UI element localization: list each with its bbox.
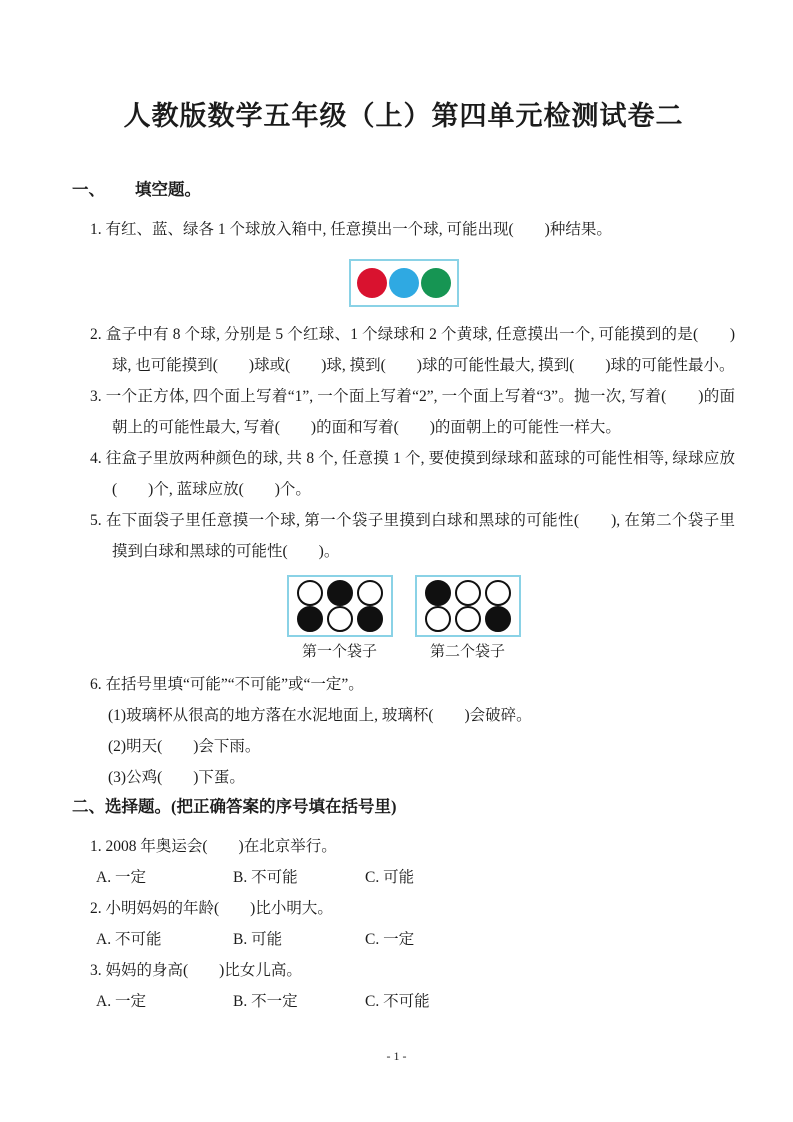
fill-item-6: 6. 在括号里填“可能”“不可能”或“一定”。 xyxy=(90,676,364,693)
blue-ball xyxy=(389,268,419,298)
page-number: - 1 - xyxy=(386,1049,407,1063)
fill-item-1: 1. 有红、蓝、绿各 1 个球放入箱中, 任意摸出一个球, 可能出现( )种结果。 xyxy=(90,221,612,238)
option-a: A. 一定 xyxy=(96,869,146,886)
bag-box-2 xyxy=(415,575,521,637)
green-ball xyxy=(421,268,451,298)
red-ball xyxy=(357,268,387,298)
fill-item-3: 3. 一个正方体, 四个面上写着“1”, 一个面上写着“2”, 一个面上写着“3”。抛一次, 写着( )的面朝上的可能性最大, 写着( )的面和写着( )的面朝上的可能性一样大。 xyxy=(90,388,735,436)
section-heading-fill xyxy=(72,178,735,202)
bag-figure xyxy=(287,575,393,663)
option-b: B. 不一定 xyxy=(233,993,298,1010)
balls-box xyxy=(349,259,459,307)
option-c: C. 可能 xyxy=(365,869,415,886)
choice-options-1 xyxy=(96,862,735,893)
bag-label-2: 第二个袋子 xyxy=(429,644,505,660)
option-a: A. 不可能 xyxy=(96,931,162,948)
choice-options-2 xyxy=(96,924,735,955)
bag-box-1 xyxy=(287,575,393,637)
option-a: A. 一定 xyxy=(96,993,146,1010)
option-c: C. 一定 xyxy=(365,931,415,948)
page-title: 人教版数学五年级（上）第四单元检测试卷二 xyxy=(123,101,684,131)
black-ball xyxy=(327,580,353,606)
fill-item-6-sub-1: (1)玻璃杯从很高的地方落在水泥地面上, 玻璃杯( )会破碎。 xyxy=(108,707,532,724)
white-ball xyxy=(297,580,323,606)
black-ball xyxy=(485,606,511,632)
section-label: 选择题。(把正确答案的序号填在括号里) xyxy=(105,797,397,816)
section-number: 二、 xyxy=(72,797,105,816)
section-number: 一、 xyxy=(72,180,105,199)
white-ball xyxy=(455,606,481,632)
white-ball xyxy=(357,580,383,606)
bags-figure xyxy=(72,575,735,663)
white-ball xyxy=(425,606,451,632)
fill-item-6-sub-2: (2)明天( )会下雨。 xyxy=(108,738,261,755)
fill-item-5: 5. 在下面袋子里任意摸一个球, 第一个袋子里摸到白球和黑球的可能性( ), 在第二个袋子里摸到白球和黑球的可能性( )。 xyxy=(90,512,735,560)
black-ball xyxy=(297,606,323,632)
fill-item-2: 2. 盒子中有 8 个球, 分别是 5 个红球、1 个绿球和 2 个黄球, 任意摸出一个, 可能摸到的是( )球, 也可能摸到( )球或( )球, 摸到( )球的可能性最大, 摸到( )球的可能性最小。 xyxy=(90,326,735,374)
choice-question-2: 2. 小明妈妈的年龄( )比小明大。 xyxy=(90,900,333,917)
black-ball xyxy=(425,580,451,606)
fill-item-4: 4. 往盒子里放两种颜色的球, 共 8 个, 任意摸 1 个, 要使摸到绿球和蓝球的可能性相等, 绿球应放( )个, 蓝球应放( )个。 xyxy=(90,450,735,498)
balls-figure xyxy=(72,259,735,307)
option-b: B. 不可能 xyxy=(233,869,298,886)
white-ball xyxy=(485,580,511,606)
bag-figure xyxy=(415,575,521,663)
black-ball xyxy=(357,606,383,632)
choice-question-3: 3. 妈妈的身高( )比女儿高。 xyxy=(90,962,302,979)
choice-options-3 xyxy=(96,986,735,1017)
option-c: C. 不可能 xyxy=(365,993,430,1010)
white-ball xyxy=(327,606,353,632)
section-label: 填空题。 xyxy=(135,180,201,199)
choice-question-1: 1. 2008 年奥运会( )在北京举行。 xyxy=(90,838,337,855)
section-heading-choice xyxy=(72,795,735,819)
bag-label-1: 第一个袋子 xyxy=(301,644,377,660)
option-b: B. 可能 xyxy=(233,931,283,948)
fill-item-6-sub-3: (3)公鸡( )下蛋。 xyxy=(108,769,245,786)
white-ball xyxy=(455,580,481,606)
